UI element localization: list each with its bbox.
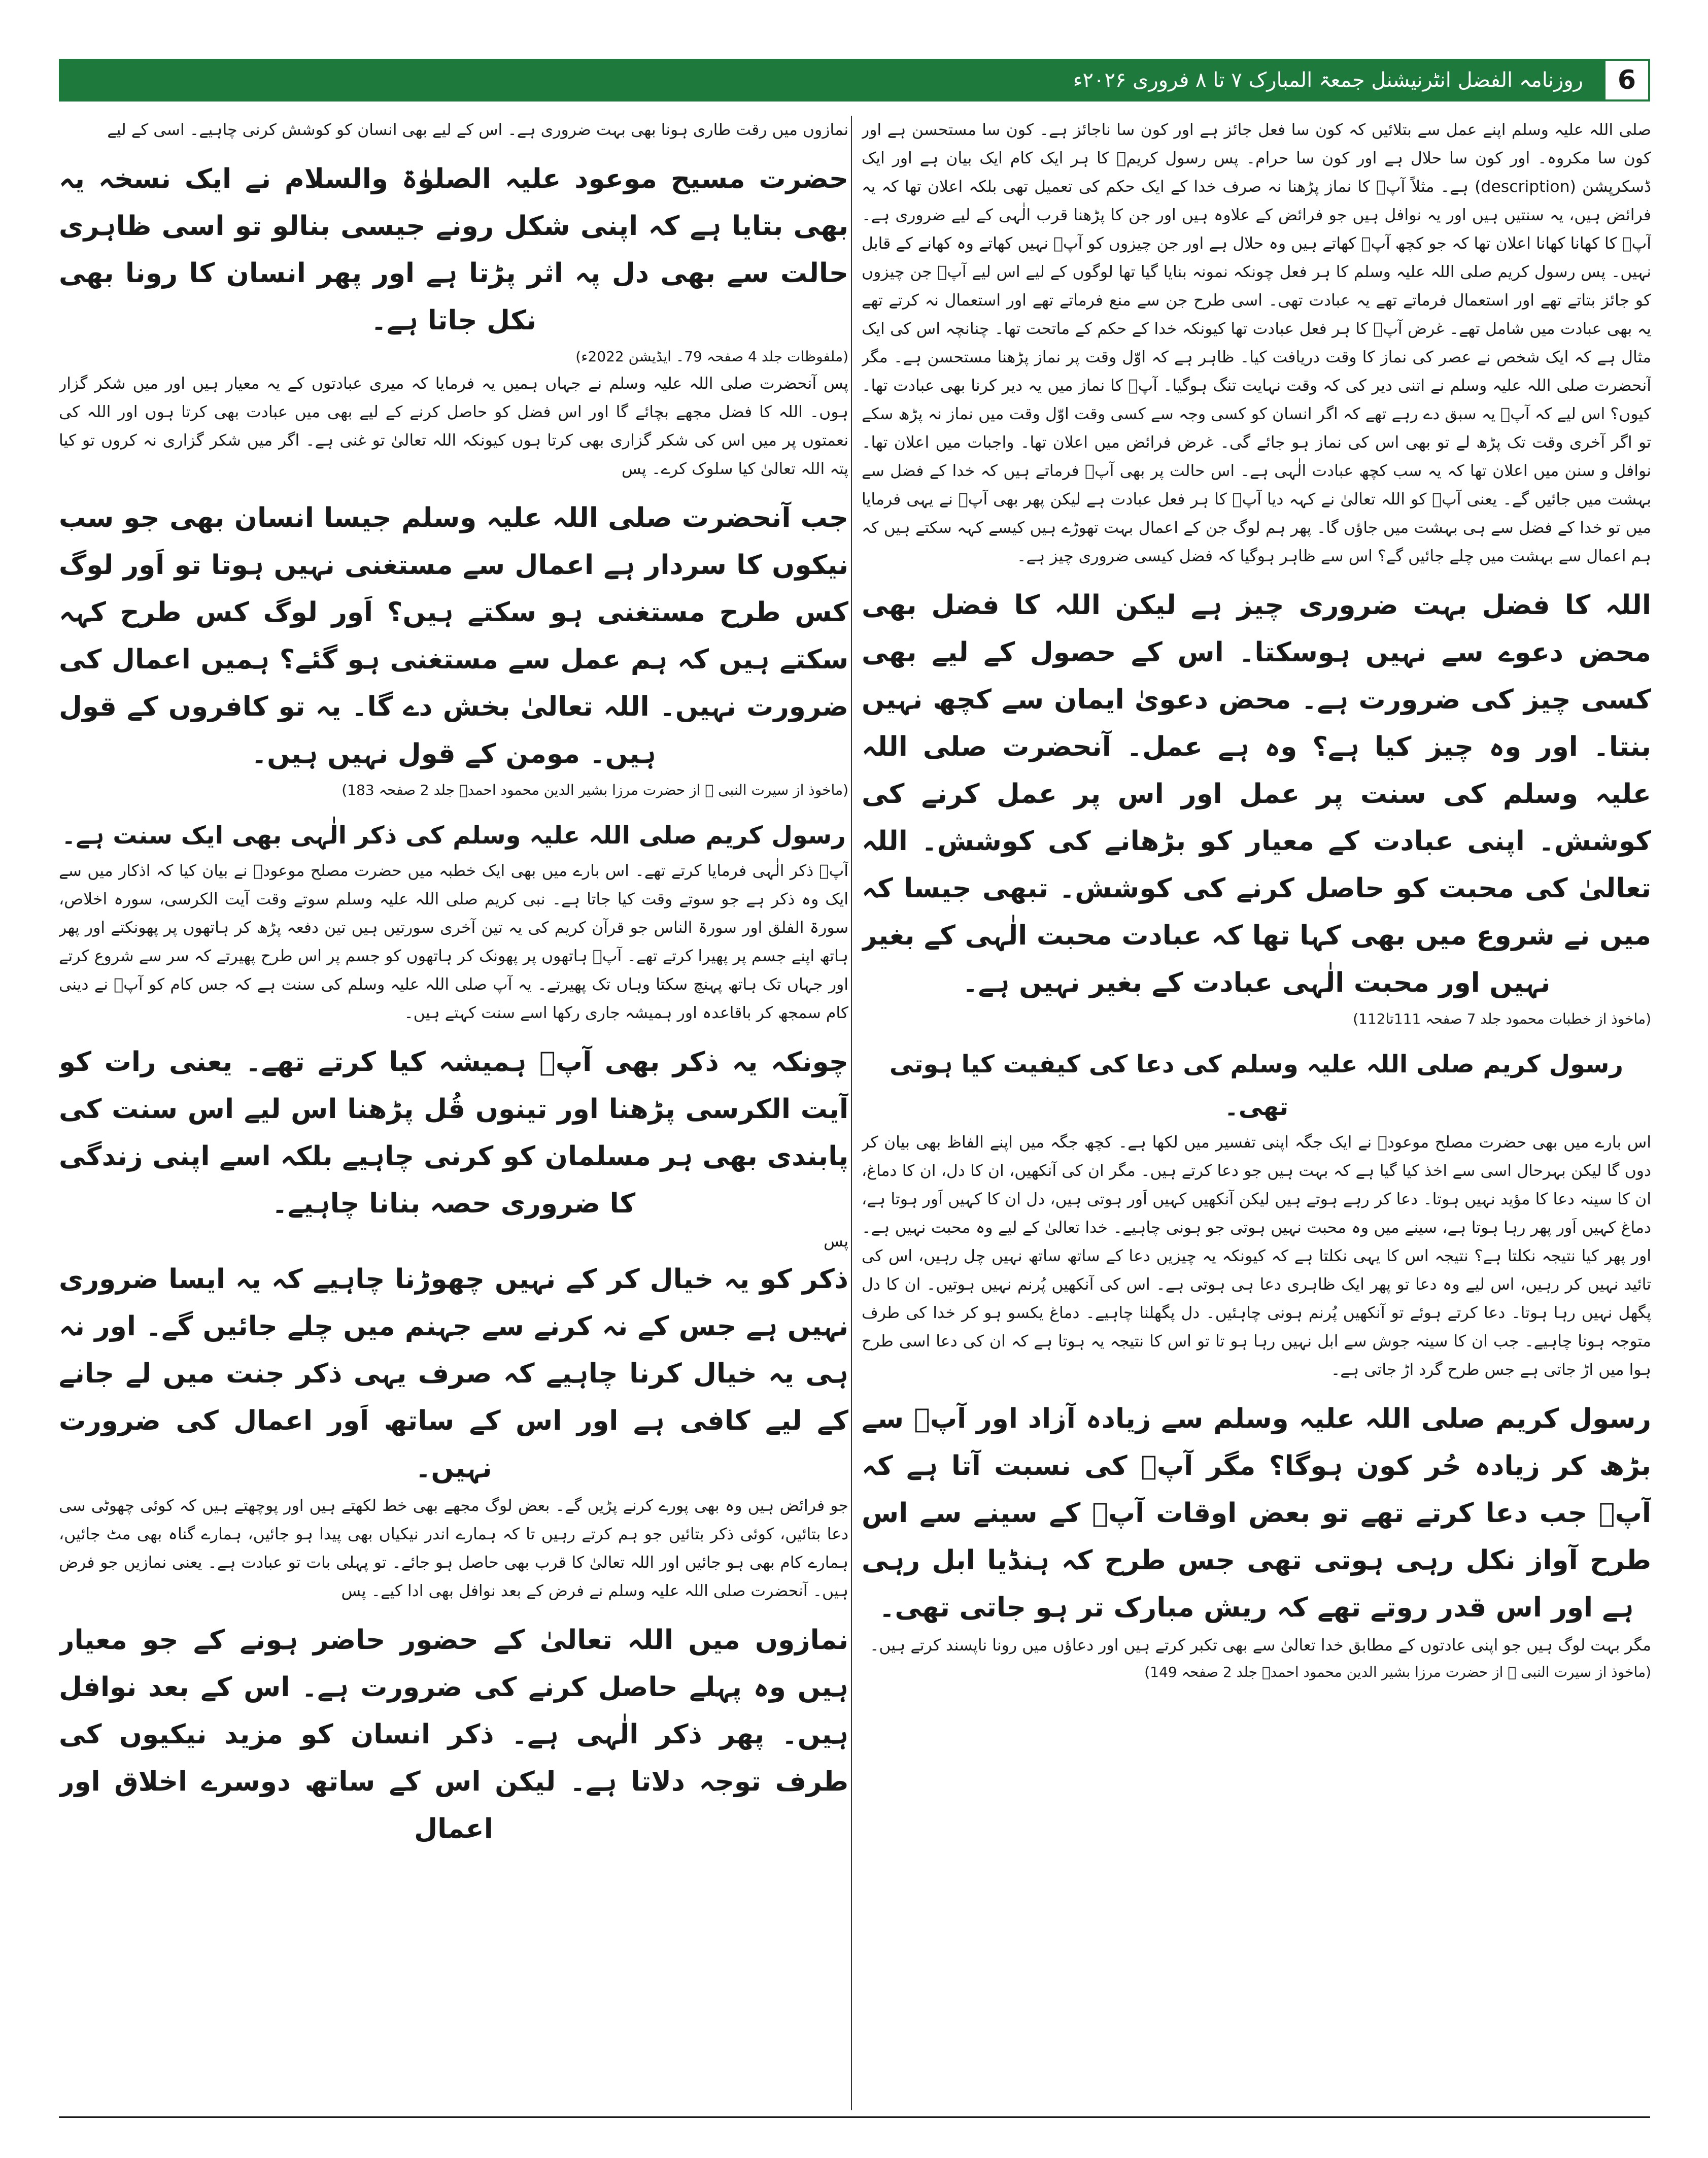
right-paragraph-1: صلی اللہ علیہ وسلم اپنے عمل سے بتلائیں کہ کون سا فعل جائز ہے اور کون سا ناجائز ہے۔ کون سا مستحسن ہے اور کون سا مکروہ۔ اور کون سا حلال ہے اور کون سا حرام۔ پس رسول کریمؐ کا ہر ایک کام ایک بیان ہے اور ایک ڈسکرپشن (description) ہے۔ مثلاً آپؐ کا نماز پڑھنا نہ صرف خدا کے ایک حکم کی تعمیل تھی بلکہ اعلان تھا کہ یہ فرائض ہیں، یہ سنتیں ہیں اور یہ نوافل ہیں جو فرائض کے علاوہ ہیں اور جن کا پڑھنا قرب الٰہی کے لیے ضروری ہے۔ آپؐ کا کھانا کھانا اعلان تھا کہ جو کچھ آپؐ کھاتے ہیں وہ حلال ہے اور جن چیزوں کو آپؐ نہیں کھاتے وہ کھانے کے قابل نہیں۔ پس رسول کریم صلی اللہ علیہ وسلم کا ہر فعل چونکہ نمونہ بنایا گیا تھا لوگوں کے لیے اس لیے آپؐ جن چیزوں کو جائز بتاتے تھے اور استعمال فرماتے تھے یہ عبادت تھی۔ اسی طرح جن سے منع فرماتے تھے اور استعمال نہ کرتے تھے یہ بھی عبادت میں شامل تھے۔ غرض آپؐ کا ہر فعل عبادت تھا کیونکہ خدا کے حکم کے ماتحت تھا۔ چنانچہ اس کی ایک مثال ہے کہ ایک شخص نے عصر کی نماز کا وقت دریافت کیا۔ ظاہر ہے کہ اوّل وقت پر نماز پڑھنا مستحسن ہے۔ مگر آنحضرت صلی اللہ علیہ وسلم نے اتنی دیر کی کہ وقت نہایت تنگ ہوگیا۔ آپؐ کا نماز میں یہ دیر کرنا بھی عبادت تھا۔ کیوں؟ اس لیے کہ آپؐ یہ سبق دے رہے تھے کہ اگر انسان کو کسی وجہ سے کسی وقت اوّل وقت میں نماز نہ پڑھ سکے تو اگر آخری وقت تک پڑھ لے تو بھی اس کی نماز ہو جائے گی۔ غرض فرائض میں اعلان تھا۔ واجبات میں اعلان تھا۔ نوافل و سنن میں اعلان تھا کہ یہ سب کچھ عبادت الٰہی ہے۔ اس حالت پر بھی آپؐ فرماتے ہیں کہ خدا کے فضل سے بہشت میں جائیں گے۔ یعنی آپؐ کو اللہ تعالیٰ نے کہہ دیا آپؐ کا ہر فعل عبادت ہے لیکن پھر بھی آپؐ نے یہی فرمایا میں تو خدا کے فضل سے ہی بہشت میں جاؤں گا۔ پھر ہم لوگ جن کے اعمال بہت تھوڑے ہیں کیسے کہہ سکتے ہیں کہ ہم اعمال سے بہشت میں چلے جائیں گے؟ اس سے ظاہر ہوگیا کہ فضل کیسی ضروری چیز ہے۔	[862, 121, 1651, 565]
right-highlight-2: رسول کریم صلی اللہ علیہ وسلم سے زیادہ آزاد اور آپؐ سے بڑھ کر زیادہ حُر کون ہوگا؟ مگر آپؐ کی نسبت آتا ہے کہ آپؐ جب دعا کرتے تھے تو بعض اوقات آپؐ کے سینے سے اس طرح آواز نکل رہی ہوتی تھی جس طرح کہ ہنڈیا ابل رہی ہے اور اس قدر روتے تھے کہ ریش مبارک تر ہو جاتی تھی۔	[862, 1403, 1651, 1623]
left-paragraph-4: پس	[824, 1232, 848, 1251]
left-highlight-4: ذکر کو یہ خیال کر کے نہیں چھوڑنا چاہیے کہ یہ ایسا ضروری نہیں ہے جس کے نہ کرنے سے جہنم میں چلے جائیں گے۔ اور نہ ہی یہ خیال کرنا چاہیے کہ صرف یہی ذکر جنت میں لے جانے کے لیے کافی ہے اور اس کے ساتھ اَور اعمال کی ضرورت نہیں۔	[59, 1264, 848, 1483]
right-column	[862, 116, 1651, 2110]
left-column	[59, 116, 848, 2110]
right-reference-2: (ماخوذ از سیرت النبی ﷺ از حضرت مرزا بشیر الدین محمود احمدؓ جلد 2 صفحہ 149)	[1144, 1664, 1651, 1680]
left-reference-1: (ملفوظات جلد 4 صفحہ 79۔ ایڈیشن 2022ء)	[575, 348, 848, 365]
left-reference-2: (ماخوذ از سیرت النبی ﷺ از حضرت مرزا بشیر الدین محمود احمدؓ جلد 2 صفحہ 183)	[341, 782, 848, 798]
left-paragraph-1: نمازوں میں رقت طاری ہونا بھی بہت ضروری ہے۔ اس کے لیے بھی انسان کو کوشش کرنی چاہیے۔ اسی کے لیے	[107, 121, 848, 139]
right-reference-1: (ماخوذ از خطبات محمود جلد 7 صفحہ 111تا112)	[1353, 1010, 1651, 1027]
left-highlight-5: نمازوں میں اللہ تعالیٰ کے حضور حاضر ہونے کے جو معیار ہیں وہ پہلے حاصل کرنے کی ضرورت ہے۔ اس کے بعد نوافل ہیں۔ پھر ذکر الٰہی ہے۔ ذکر انسان کو مزید نیکیوں کی طرف توجہ دلاتا ہے۔ لیکن اس کے ساتھ دوسرے اخلاق اور اعمال	[59, 1625, 848, 1844]
column-divider	[851, 116, 852, 2110]
left-paragraph-5: جو فرائض ہیں وہ بھی پورے کرنے پڑیں گے۔ بعض لوگ مجھے بھی خط لکھتے ہیں اور پوچھتے ہیں کہ کوئی چھوٹی سی دعا بتائیں، کوئی ذکر بتائیں جو ہم کرتے رہیں تا کہ ہمارے اندر نیکیاں بھی پیدا ہو جائیں، ہمارے گناہ بھی مٹ جائیں، ہمارے کام بھی ہو جائیں اور اللہ تعالیٰ کا قرب بھی حاصل ہو جائے۔ تو پہلی بات تو عبادت ہے۔ یعنی نمازیں جو فرض ہیں۔ آنحضرت صلی اللہ علیہ وسلم نے فرض کے بعد نوافل بھی ادا کیے۔ پس	[59, 1497, 848, 1600]
left-highlight-2: جب آنحضرت صلی اللہ علیہ وسلم جیسا انسان بھی جو سب نیکوں کا سردار ہے اعمال سے مستغنی نہیں ہوتا تو اَور لوگ کس طرح مستغنی ہو سکتے ہیں؟ اَور لوگ کس طرح کہہ سکتے ہیں کہ ہم عمل سے مستغنی ہو گئے؟ ہمیں اعمال کی ضرورت نہیں۔ اللہ تعالیٰ بخش دے گا۔ یہ تو کافروں کے قول ہیں۔ مومن کے قول نہیں ہیں۔	[59, 502, 848, 769]
left-highlight-3: چونکہ یہ ذکر بھی آپؐ ہمیشہ کیا کرتے تھے۔ یعنی رات کو آیت الکرسی پڑھنا اور تینوں قُل پڑھنا اس لیے اس سنت کی پابندی بھی ہر مسلمان کو کرنی چاہیے بلکہ اسے اپنی زندگی کا ضروری حصہ بنانا چاہیے۔	[59, 1047, 848, 1219]
right-subheading: رسول کریم صلی اللہ علیہ وسلم کی دعا کی کیفیت کیا ہوتی تھی۔	[889, 1050, 1624, 1121]
left-paragraph-3: آپؐ ذکر الٰہی فرمایا کرتے تھے۔ اس بارے میں بھی ایک خطبہ میں حضرت مصلح موعودؓ نے بیان کیا کہ اذکار میں سے ایک وہ ذکر ہے جو سوتے وقت کیا جاتا ہے۔ نبی کریم صلی اللہ علیہ وسلم سوتے وقت آیت الکرسی، سورہ اخلاص، سورۃ الفلق اور سورۃ الناس جو قرآن کریم کی یہ تین آخری سورتیں ہیں تین دفعہ پڑھ کر ہاتھوں پر پھونکتے اور پھر ہاتھ اپنے جسم پر پھیرا کرتے تھے۔ آپؐ ہاتھوں پر پھونک کر ہاتھوں کو جسم پر اس طرح پھیرتے کہ سر سے شروع کرتے اور جہاں تک ہاتھ پہنچ سکتا وہاں تک پھیرتے۔ یہ آپ صلی اللہ علیہ وسلم کی سنت ہے کہ جس کام کو آپؐ نے دینی کام سمجھ کر باقاعدہ اور ہمیشہ جاری رکھا اسے سنت کہتے ہیں۔	[59, 862, 848, 1022]
header-title: روزنامہ الفضل انٹرنیشنل جمعۃ المبارک ۷ تا ۸ فروری ۲۰۲۶ء	[1073, 69, 1583, 92]
page-number: 6	[1603, 59, 1650, 102]
right-paragraph-3: مگر بہت لوگ ہیں جو اپنی عادتوں کے مطابق خدا تعالیٰ سے بھی تکبر کرتے ہیں اور دعاؤں میں رونا ناپسند کرتے ہیں۔	[869, 1636, 1651, 1655]
footer-rule	[59, 2116, 1650, 2118]
left-paragraph-2: پس آنحضرت صلی اللہ علیہ وسلم نے جہاں ہمیں یہ فرمایا کہ میری عبادتوں کے یہ معیار ہیں اور میں شکر گزار ہوں۔ اللہ کا فضل مجھے بچائے گا اور اس فضل کو حاصل کرنے کے لیے بھی میں عبادت بھی کرتا ہوں اور اللہ کی نعمتوں پر میں اس کی شکر گزاری بھی کرتا ہوں کیونکہ اللہ تعالیٰ تو غنی ہے۔ اگر میں شکر گزاری نہ کروں تو کیا پتہ اللہ تعالیٰ کیا سلوک کرے۔ پس	[59, 375, 848, 478]
left-highlight-1: حضرت مسیح موعود علیہ الصلوٰۃ والسلام نے ایک نسخہ یہ بھی بتایا ہے کہ اپنی شکل رونے جیسی بنالو تو اسی ظاہری حالت سے بھی دل پہ اثر پڑتا ہے اور پھر انسان کا رونا بھی نکل جاتا ہے۔	[59, 163, 848, 336]
right-highlight-1: اللہ کا فضل بہت ضروری چیز ہے لیکن اللہ کا فضل بھی محض دعوے سے نہیں ہوسکتا۔ اس کے حصول کے لیے بھی کسی چیز کی ضرورت ہے۔ محض دعویٰ ایمان سے کچھ نہیں بنتا۔ اور وہ چیز کیا ہے؟ وہ ہے عمل۔ آنحضرت صلی اللہ علیہ وسلم کی سنت پر عمل اور اس پر عمل کرنے کی کوشش۔ اپنی عبادت کے معیار کو بڑھانے کی کوشش۔ اللہ تعالیٰ کی محبت کو حاصل کرنے کی کوشش۔ تبھی جیسا کہ میں نے شروع میں بھی کہا تھا کہ عبادت محبت الٰہی کے بغیر نہیں اور محبت الٰہی عبادت کے بغیر نہیں ہے۔	[862, 590, 1651, 998]
left-subheading: رسول کریم صلی اللہ علیہ وسلم کی ذکر الٰہی بھی ایک سنت ہے۔	[61, 821, 846, 850]
right-paragraph-2: اس بارے میں بھی حضرت مصلح موعودؓ نے ایک جگہ اپنی تفسیر میں لکھا ہے۔ کچھ جگہ میں اپنے الفاظ بھی بیان کر دوں گا لیکن بہرحال اسی سے اخذ کیا گیا ہے کہ بہت ہیں جو دعا کرتے ہیں۔ مگر ان کی آنکھیں، ان کا دل، ان کا دماغ، ان کا سینہ دعا کا مؤید نہیں ہوتا۔ دعا کر رہے ہوتے ہیں لیکن آنکھیں کہیں اَور ہوتی ہیں، دل ان کا کہیں اَور ہوتا ہے، دماغ کہیں اَور پھر رہا ہوتا ہے، سینے میں وہ محبت نہیں ہوتی جو ہونی چاہیے۔ خدا تعالیٰ کے لیے وہ محبت نہیں ہے۔ اور پھر کیا نتیجہ نکلتا ہے؟ نتیجہ اس کا یہی نکلتا ہے کہ کیونکہ یہ چیزیں دعا کے ساتھ ساتھ نہیں چل رہیں، اس کی تائید نہیں کر رہیں، اس لیے وہ دعا تو پھر ایک ظاہری دعا ہی ہوتی ہے۔ اس کی آنکھیں پُرنم نہیں ہوتیں۔ ان کا دل پگھل نہیں رہا ہوتا۔ دعا کرتے ہوئے تو آنکھیں پُرنم ہونی چاہئیں۔ دل پگھلنا چاہیے۔ دماغ یکسو ہو کر خدا کی طرف متوجہ ہونا چاہیے۔ جب ان کا سینہ جوش سے ابل نہیں رہا ہو تا تو اس کا نتیجہ یہ ہوتا ہے کہ ان کی دعا اسی طرح ہوا میں اڑ جاتی ہے جس طرح گرد اڑ جاتی ہے۔	[862, 1133, 1651, 1379]
